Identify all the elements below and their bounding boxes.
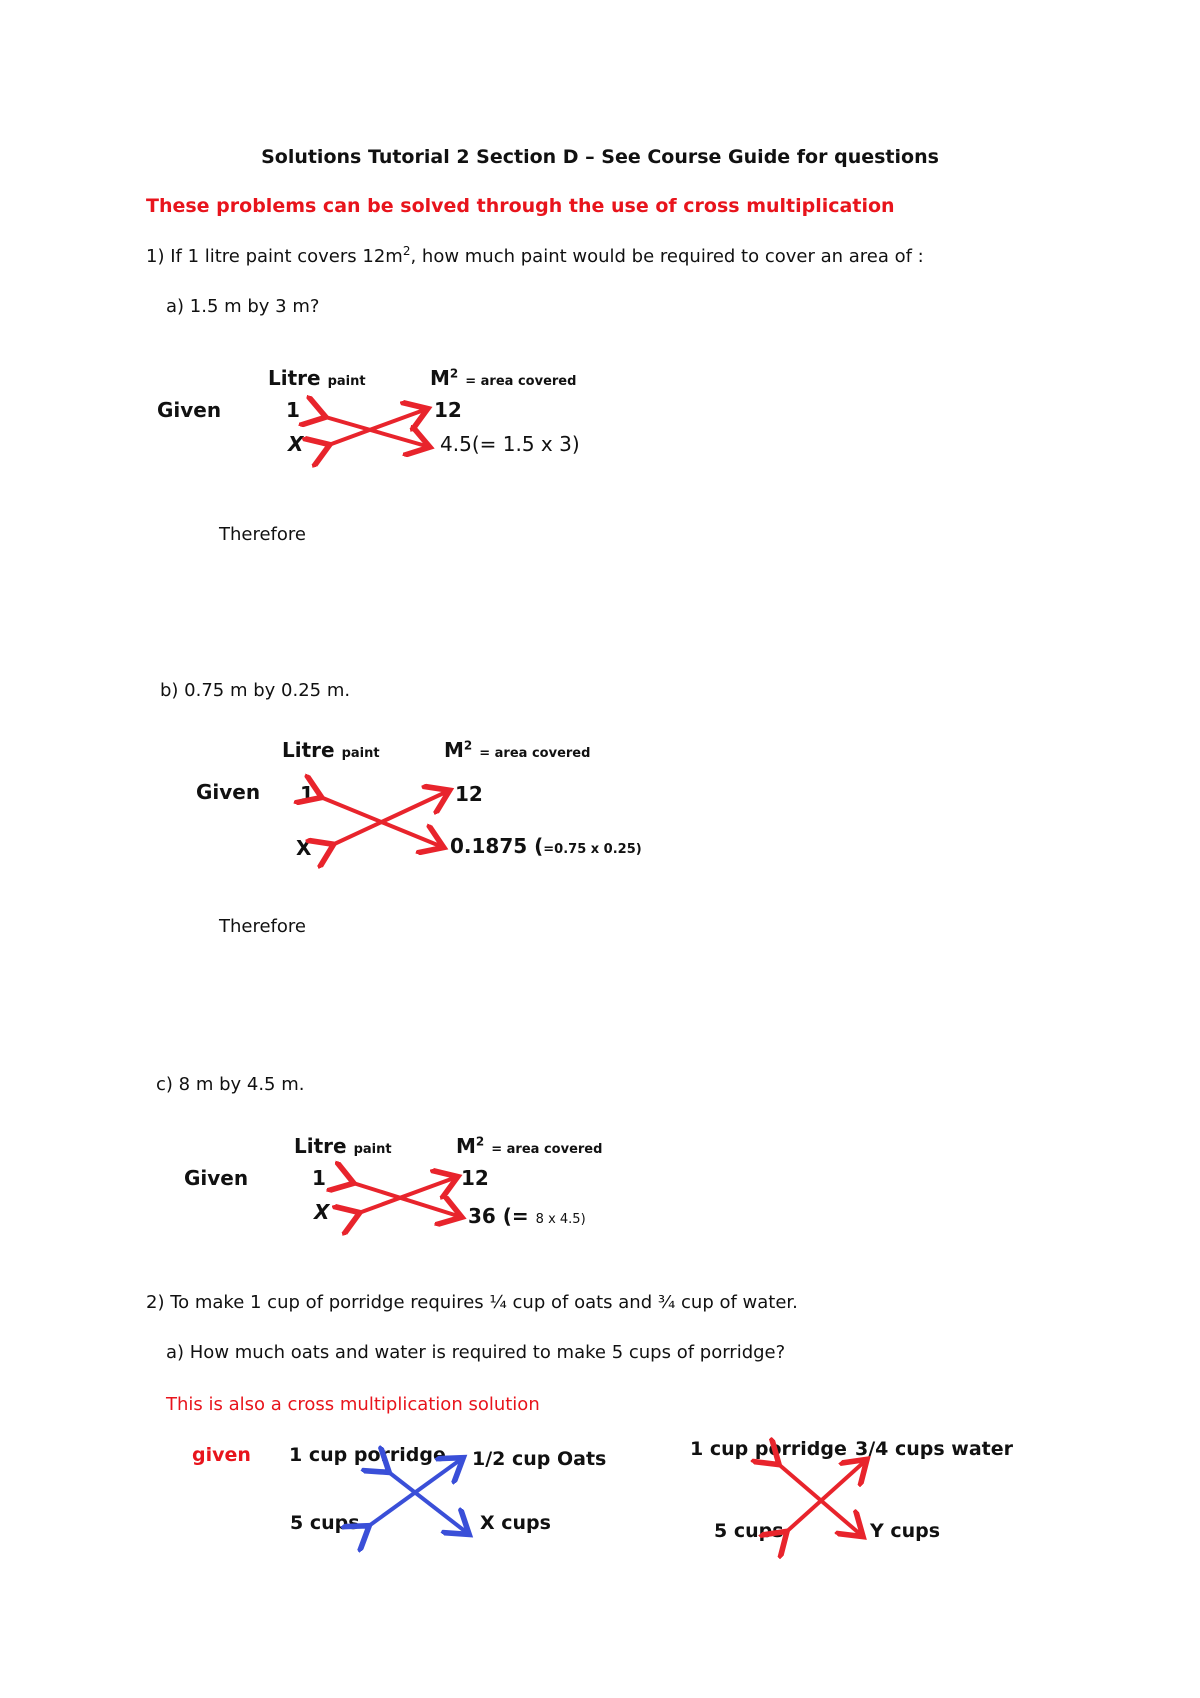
part-a-label: a) 1.5 m by 3 m? bbox=[166, 296, 320, 317]
value-one: 1 bbox=[312, 1166, 326, 1190]
question-1-text-end: , how much paint would be required to cover an area of : bbox=[410, 246, 924, 267]
given-label: Given bbox=[157, 398, 222, 422]
value-area: 0.1875 (=0.75 x 0.25) bbox=[450, 834, 642, 858]
question-1-sup: 2 bbox=[402, 244, 411, 258]
water-top-left: 1 cup porridge bbox=[690, 1438, 847, 1460]
col-m2-header: $M^2$ = area covered bbox=[456, 1134, 603, 1158]
therefore-label: Therefore bbox=[219, 916, 306, 937]
intro-note: These problems can be solved through the use of cross multiplication bbox=[146, 195, 895, 217]
value-x: X bbox=[314, 1200, 330, 1224]
value-twelve: 12 bbox=[461, 1166, 489, 1190]
col-litre-header: Litre paint bbox=[268, 366, 366, 390]
col-m2-header: $M^2$ = area covered bbox=[430, 366, 577, 390]
therefore-label: Therefore bbox=[219, 524, 306, 545]
col-m2-header: $M^2$ = area covered bbox=[444, 738, 591, 762]
part-c-label: c) 8 m by 4.5 m. bbox=[156, 1074, 305, 1095]
given-label: Given bbox=[196, 780, 261, 804]
given-label: Given bbox=[184, 1166, 249, 1190]
question-2-note: This is also a cross multiplication solution bbox=[166, 1394, 540, 1415]
col-litre-header: Litre paint bbox=[282, 738, 380, 762]
question-1-text: 1) If 1 litre paint covers 12m bbox=[146, 246, 403, 267]
value-x: X bbox=[296, 836, 312, 860]
water-bottom-right: Y cups bbox=[870, 1520, 941, 1542]
oats-top-right: 1/2 cup Oats bbox=[472, 1448, 607, 1470]
page-title: Solutions Tutorial 2 Section D – See Course Guide for questions bbox=[261, 146, 939, 168]
value-area: 4.5(= 1.5 x 3) bbox=[440, 432, 580, 456]
value-area: 36 (= 8 x 4.5) bbox=[468, 1204, 586, 1228]
value-twelve: 12 bbox=[455, 782, 483, 806]
part-b-label: b) 0.75 m by 0.25 m. bbox=[160, 680, 351, 701]
water-bottom-left: 5 cups bbox=[714, 1520, 784, 1542]
given-label: given bbox=[192, 1444, 251, 1466]
col-litre-header: Litre paint bbox=[294, 1134, 392, 1158]
oats-bottom-left: 5 cups bbox=[290, 1512, 360, 1534]
value-twelve: 12 bbox=[434, 398, 462, 422]
value-x: X bbox=[288, 432, 304, 456]
oats-bottom-right: X cups bbox=[480, 1512, 551, 1534]
value-one: 1 bbox=[286, 398, 300, 422]
water-top-right: 3/4 cups water bbox=[855, 1438, 1014, 1460]
question-2-part-a: a) How much oats and water is required to make 5 cups of porridge? bbox=[166, 1342, 786, 1363]
value-one: 1 bbox=[300, 782, 314, 806]
question-2: 2) To make 1 cup of porridge requires ¼ cup of oats and ¾ cup of water. bbox=[146, 1292, 798, 1313]
oats-top-left: 1 cup porridge bbox=[289, 1444, 446, 1466]
